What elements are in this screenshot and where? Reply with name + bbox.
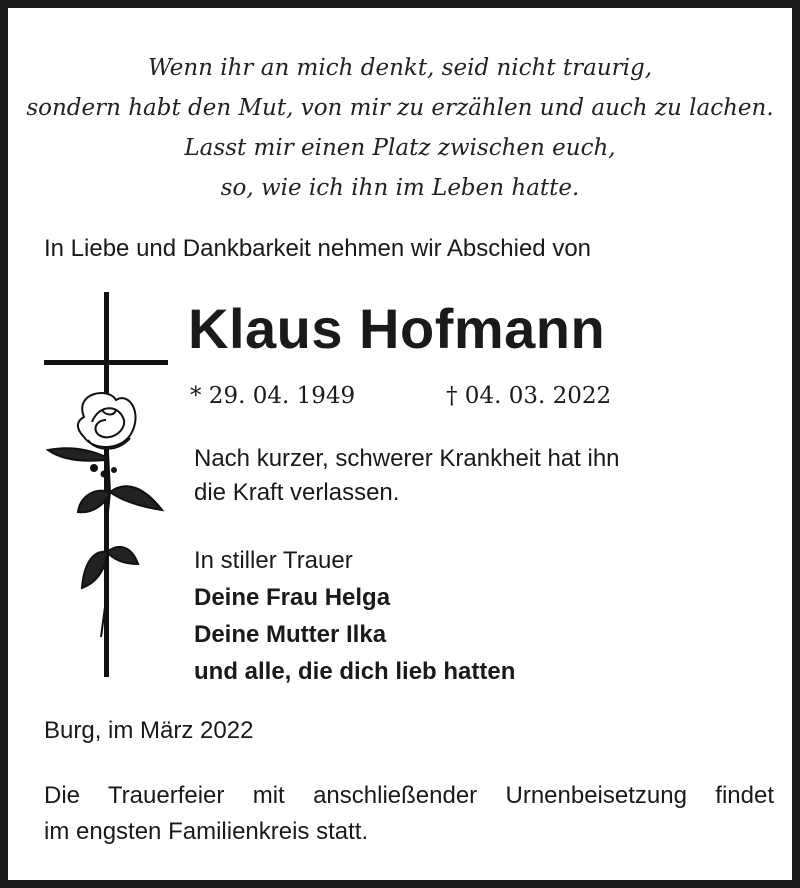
poem-line: Wenn ihr an mich denkt, seid nicht traurig, bbox=[147, 55, 653, 81]
message-line: Nach kurzer, schwerer Krankheit hat ihn bbox=[194, 445, 620, 472]
poem-line: Lasst mir einen Platz zwischen euch, bbox=[184, 135, 616, 161]
mourners-heading: In stiller Trauer bbox=[194, 547, 353, 574]
cross-icon bbox=[44, 292, 174, 677]
funeral-line: Die Trauerfeier mit anschließender Urnenbeisetzung findet bbox=[44, 782, 774, 809]
place-date: Burg, im März 2022 bbox=[44, 717, 254, 744]
life-dates bbox=[190, 378, 612, 414]
poem bbox=[16, 48, 784, 208]
intro-text: In Liebe und Dankbarkeit nehmen wir Abschied von bbox=[44, 235, 592, 262]
poem-line: so, wie ich ihn im Leben hatte. bbox=[220, 175, 580, 201]
poem-line: sondern habt den Mut, von mir zu erzählen und auch zu lachen. bbox=[26, 95, 774, 121]
mourner-name: Deine Mutter Ilka bbox=[194, 621, 387, 648]
message-line: die Kraft verlassen. bbox=[194, 479, 400, 506]
condolence-message bbox=[194, 442, 620, 510]
deceased-name: Klaus Hofmann bbox=[188, 297, 606, 360]
death-date: † 04. 03. 2022 bbox=[446, 383, 612, 409]
mourner-name: Deine Frau Helga bbox=[194, 584, 391, 611]
birth-date: * 29. 04. 1949 bbox=[190, 383, 356, 409]
funeral-line: im engsten Familienkreis statt. bbox=[44, 818, 369, 845]
funeral-notice bbox=[44, 778, 774, 850]
mourner-name: und alle, die dich lieb hatten bbox=[194, 658, 516, 685]
mourners-block bbox=[194, 542, 515, 690]
